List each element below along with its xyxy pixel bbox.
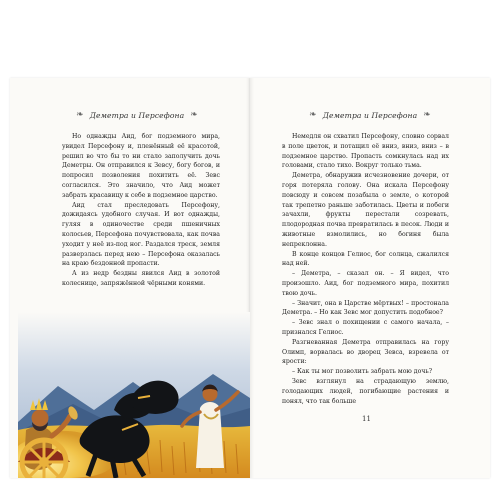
paragraph: Но однажды Аид, бог подземного мира, увидел Персефону и, пленённый её красотой, решил во что бы то ни стало заполучить дочь Деметры. Он отправился к Зевсу, богу богов, и попросил позволения похитить её. Зевс согласился. Это значило, что Аид может забрать красавицу к себе в подземное царство. (62, 133, 220, 199)
left-header-title: Деметра и Персефона (89, 110, 185, 120)
left-running-header (52, 108, 222, 122)
paragraph: – Как ты мог позволить забрать мою дочь? (292, 368, 433, 376)
ornament-right-icon: ❧ (423, 110, 431, 120)
right-running-header (285, 108, 455, 122)
right-page-text (282, 132, 449, 406)
right-header-title: Деметра и Персефона (322, 110, 418, 120)
paragraph: Аид стал преследовать Персефону, дожидаясь удобного случая. И вот однажды, гуляя в одиночестве среди пшеничных колосьев, Персефона почувствовала, как почва уходит у неё из-под ног. Раздался треск, земля разверзлась перед нею – Персефона оказалась на краю бездонной пропасти. (62, 201, 220, 268)
paragraph: – Зевс знал о похищении с самого начала, – признался Гелиос. (282, 319, 449, 336)
paragraph: В конце концов Гелиос, бог солнца, сжалился над ней. (282, 250, 449, 268)
ornament-right-icon: ❧ (190, 110, 198, 120)
page-number: 11 (362, 415, 371, 423)
paragraph: А из недр бездны явился Аид в золотой колеснице, запряжённой чёрными конями. (62, 270, 220, 287)
ornament-left-icon: ❧ (309, 110, 317, 120)
paragraph: Немедля он схватил Персефону, словно сорвал в поле цветок, и потащил её вниз, вниз, вниз – в подземное царство. Пропасть сомкнулась над их головами, стало тихо. Вокруг только тьма. (282, 133, 449, 170)
paragraph: Зевс взглянул на страдающую землю, голодающих людей, погибающие растения и понял, что так больше (282, 377, 449, 405)
chariot-illustration (18, 312, 250, 478)
paragraph: – Значит, она в Царстве мёртвых! – простонала Деметра. – Но как Зевс мог допустить подобное? (282, 299, 449, 317)
paragraph: Деметра, обнаружив исчезновение дочери, от горя потеряла голову. Она искала Персефону повсюду и совсем позабыла о земле, о которой так трепетно раньше заботилась. Цветы и побеги зачахли, фрукты перестали созревать, плодородная почва превратилась в песок. Люди и животные взмолились, но богиня была непреклонна. (282, 172, 449, 248)
paragraph: Разгневанная Деметра отправилась на гору Олимп, ворвалась во дворец Зевса, взревела от ярости: (282, 338, 449, 366)
ornament-left-icon: ❧ (76, 110, 84, 120)
left-page-text (62, 132, 220, 289)
paragraph: – Деметра, – сказал он. – Я видел, что произошло. Аид, бог подземного мира, похитил твою дочь. (282, 270, 449, 297)
